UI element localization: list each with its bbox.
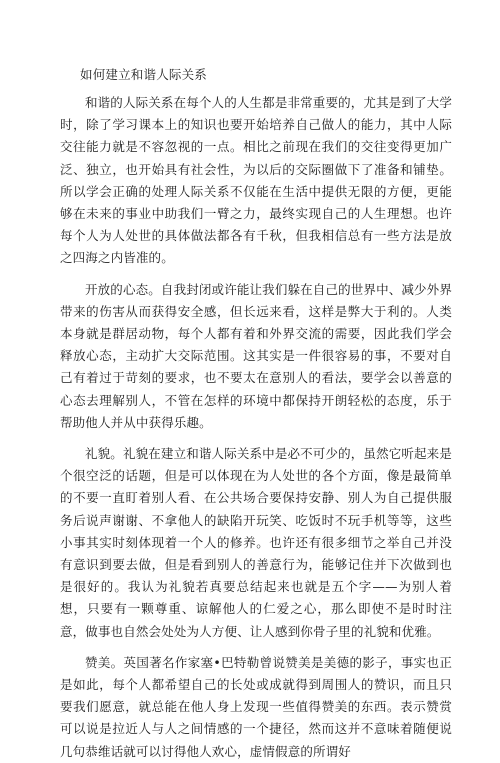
paragraph-open-mind: 开放的心态。自我封闭或许能让我们躲在自己的世界中、减少外界带来的伤害从而获得安全感，但长远来看，这样是弊大于利的。人类本身就是群居动物，每个人都有着和外界交流的需要，因此我们学会释放心态，主动扩大交际范围。这其实是一件很容易的事，不要对自己有着过于苛刻的要求，也不要太在意别人的看法，要学会以善意的心态去理解别人，不管在怎样的环境中都保持开朗轻松的态度，乐于帮助他人并从中获得乐趣。	[60, 281, 452, 430]
document-title: 如何建立和谐人际关系	[80, 67, 208, 82]
paragraph-intro: 和谐的人际关系在每个人的人生都是非常重要的，尤其是到了大学时，除了学习课本上的知识也要开始培养自己做人的能力，其中人际交往能力就是不容忽视的一点。相比之前现在我们的交往变得更加广泛、独立，也开始具有社会性，为以后的交际圈做下了准备和铺垫。所以学会正确的处理人际关系不仅能在生活中提供无限的方便，更能够在未来的事业中助我们一臂之力，最终实现自己的人生理想。也许每个人为人处世的具体做法都各有千秋，但我相信总有一些方法是放之四海之内皆准的。	[60, 95, 452, 266]
paragraph-praise: 赞美。英国著名作家塞•巴特勒曾说赞美是美德的影子，事实也正是如此，每个人都希望自己的长处或成就得到周围人的赞识，而且只要我们愿意，就总能在他人身上发现一些值得赞美的东西。表示赞赏可以说是拉近人与人之间情感的一个捷径，然而这并不意味着随便说几句恭维话就可以讨得他人欢心，虚情假意的所谓好	[60, 654, 452, 759]
paragraph-politeness: 礼貌。礼貌在建立和谐人际关系中是必不可少的，虽然它听起来是个很空泛的话题，但是可以体现在为人处世的各个方面，像是最简单的不要一直盯着别人看、在公共场合要保持安静、别人为自己提供服务后说声谢谢、不拿他人的缺陷开玩笑、吃饭时不玩手机等等，这些小事其实时刻体现着一个人的修养。也许还有很多细节之举自己并没有意识到要去做，但是看到别人的善意行为，能够记住并下次做到也是很好的。我认为礼貌若真要总结起来也就是五个字——为别人着想，只要有一颗尊重、谅解他人的仁爱之心，那么即使不是时时注意，做事也自然会处处为人方便、让人感到你骨子里的礼貌和优雅。	[60, 446, 452, 639]
